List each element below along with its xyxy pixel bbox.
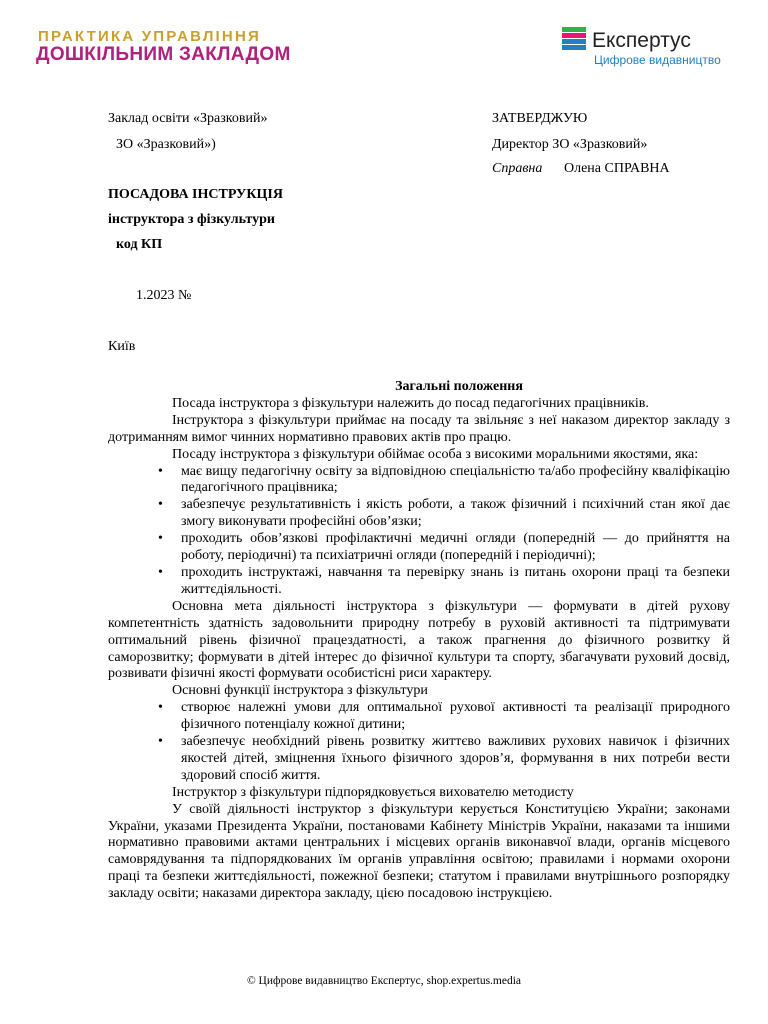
paragraph: Основні функції інструктора з фізкультури (172, 683, 428, 699)
paragraph: У своїй діяльності інструктор з фізкультури керується Конституцією України; законами України, указами Президента України, постановами Кабінету Міністрів України, наказами та іншими нормативно правовими актами центральних і місцевих органів виконавчої влади, органів місцевого самоврядування та підпорядкованих їм органів управління освітою; правилами і нормами охорони праці та безпеки життєдіяльності, пожежної безпеки; статутом і правилами внутрішнього розпорядку закладу освіти; наказами директора закладу, цією посадовою інструкцією. (108, 801, 730, 902)
list-item (108, 565, 730, 599)
list-item (108, 700, 730, 734)
logo-stripe (562, 33, 586, 38)
list-item-text: створює належні умови для оптимальної рухової активності та реалізації природного фізичного потенціалу кожної дитини; (181, 700, 730, 733)
director-signature: Справна (492, 161, 543, 176)
functions-list (108, 700, 730, 785)
bullet-icon: • (158, 463, 163, 479)
list-item-text: проходить обов’язкові профілактичні медичні огляди (попередній — до прийняття на роботу, періодичні) та психіатричні огляди (попередній і періодичні); (181, 531, 730, 564)
general-provisions-section (108, 379, 730, 903)
logo-name: Експертус (592, 29, 691, 52)
expertus-logo-icon (562, 27, 586, 50)
logo-subtitle: Цифрове видавництво (594, 53, 721, 67)
director-title: Директор ЗО «Зразковий» (492, 137, 648, 152)
bullet-icon: • (158, 531, 163, 547)
logo-stripe (562, 27, 586, 32)
paragraph: Інструктора з фізкультури приймає на посаду та звільняє з неї наказом директор закладу з дотриманням вимог чинних нормативно правових актів про працю. (108, 412, 730, 445)
list-item (108, 464, 730, 498)
section-heading: Загальні положення (395, 379, 523, 394)
institution-short-name: ЗО «Зразковий») (116, 137, 216, 152)
requirements-list (108, 464, 730, 599)
list-item (108, 531, 730, 565)
position-code: код КП (116, 237, 163, 252)
bullet-icon: • (158, 734, 163, 750)
logo-stripe (562, 45, 586, 50)
document-date-number: 1.2023 № (136, 288, 192, 303)
paragraph: Посада інструктора з фізкультури належить до посад педагогічних працівників. (172, 395, 649, 411)
list-item-text: забезпечує результативність і якість роботи, а також фізичний і психічний стан якої дає змогу виконувати професійні обов’язки; (181, 497, 730, 530)
brand-title-bottom: ДОШКІЛЬНИМ ЗАКЛАДОМ (36, 44, 291, 65)
list-item-text: має вищу педагогічну освіту за відповідною спеціальністю та/або професійну кваліфікацію педагогічного працівника; (181, 463, 730, 496)
city: Київ (108, 339, 136, 354)
paragraph: Посаду інструктора з фізкультури обіймає особа з високими моральними якостями, яка: (172, 446, 699, 462)
bullet-icon: • (158, 497, 163, 513)
approval-label: ЗАТВЕРДЖУЮ (492, 111, 588, 126)
paragraph: Основна мета діяльності інструктора з фізкультури — формувати в дітей рухову компетентність здатність задовольнити природну потребу в руховій активності та підтримувати оптимальний рівень фізичної працездатності, а також прагнення до фізичного розвитку й саморозвитку; формувати в дітей інтерес до фізичної культури та спорту, збагачувати руховий досвід, розвивати фізичні якості формувати особистісні риси характеру. (108, 598, 730, 682)
list-item-text: забезпечує необхідний рівень розвитку життєво важливих рухових навичок і фізичних якостей дітей, зміцнення їхнього фізичного здоров’я, формування в них потреби вести здоровий спосіб життя. (181, 734, 730, 783)
institution-name: Заклад освіти «Зразковий» (108, 111, 268, 126)
brand-title-top: ПРАКТИКА УПРАВЛІННЯ (38, 28, 261, 45)
director-name: Олена СПРАВНА (564, 161, 670, 176)
document-title: ПОСАДОВА ІНСТРУКЦІЯ (108, 187, 283, 202)
bullet-icon: • (158, 564, 163, 580)
footer-copyright: © Цифрове видавництво Експертус, shop.expertus.media (246, 975, 522, 987)
list-item (108, 734, 730, 785)
paragraph: Інструктор з фізкультури підпорядковується вихователю методисту (172, 784, 574, 800)
bullet-icon: • (158, 700, 163, 716)
list-item-text: проходить інструктажі, навчання та перевірку знань із питань охорони праці та безпеки життєдіяльності. (181, 564, 730, 597)
position-title: інструктора з фізкультури (108, 212, 275, 227)
logo-stripe (562, 39, 586, 44)
list-item (108, 497, 730, 531)
